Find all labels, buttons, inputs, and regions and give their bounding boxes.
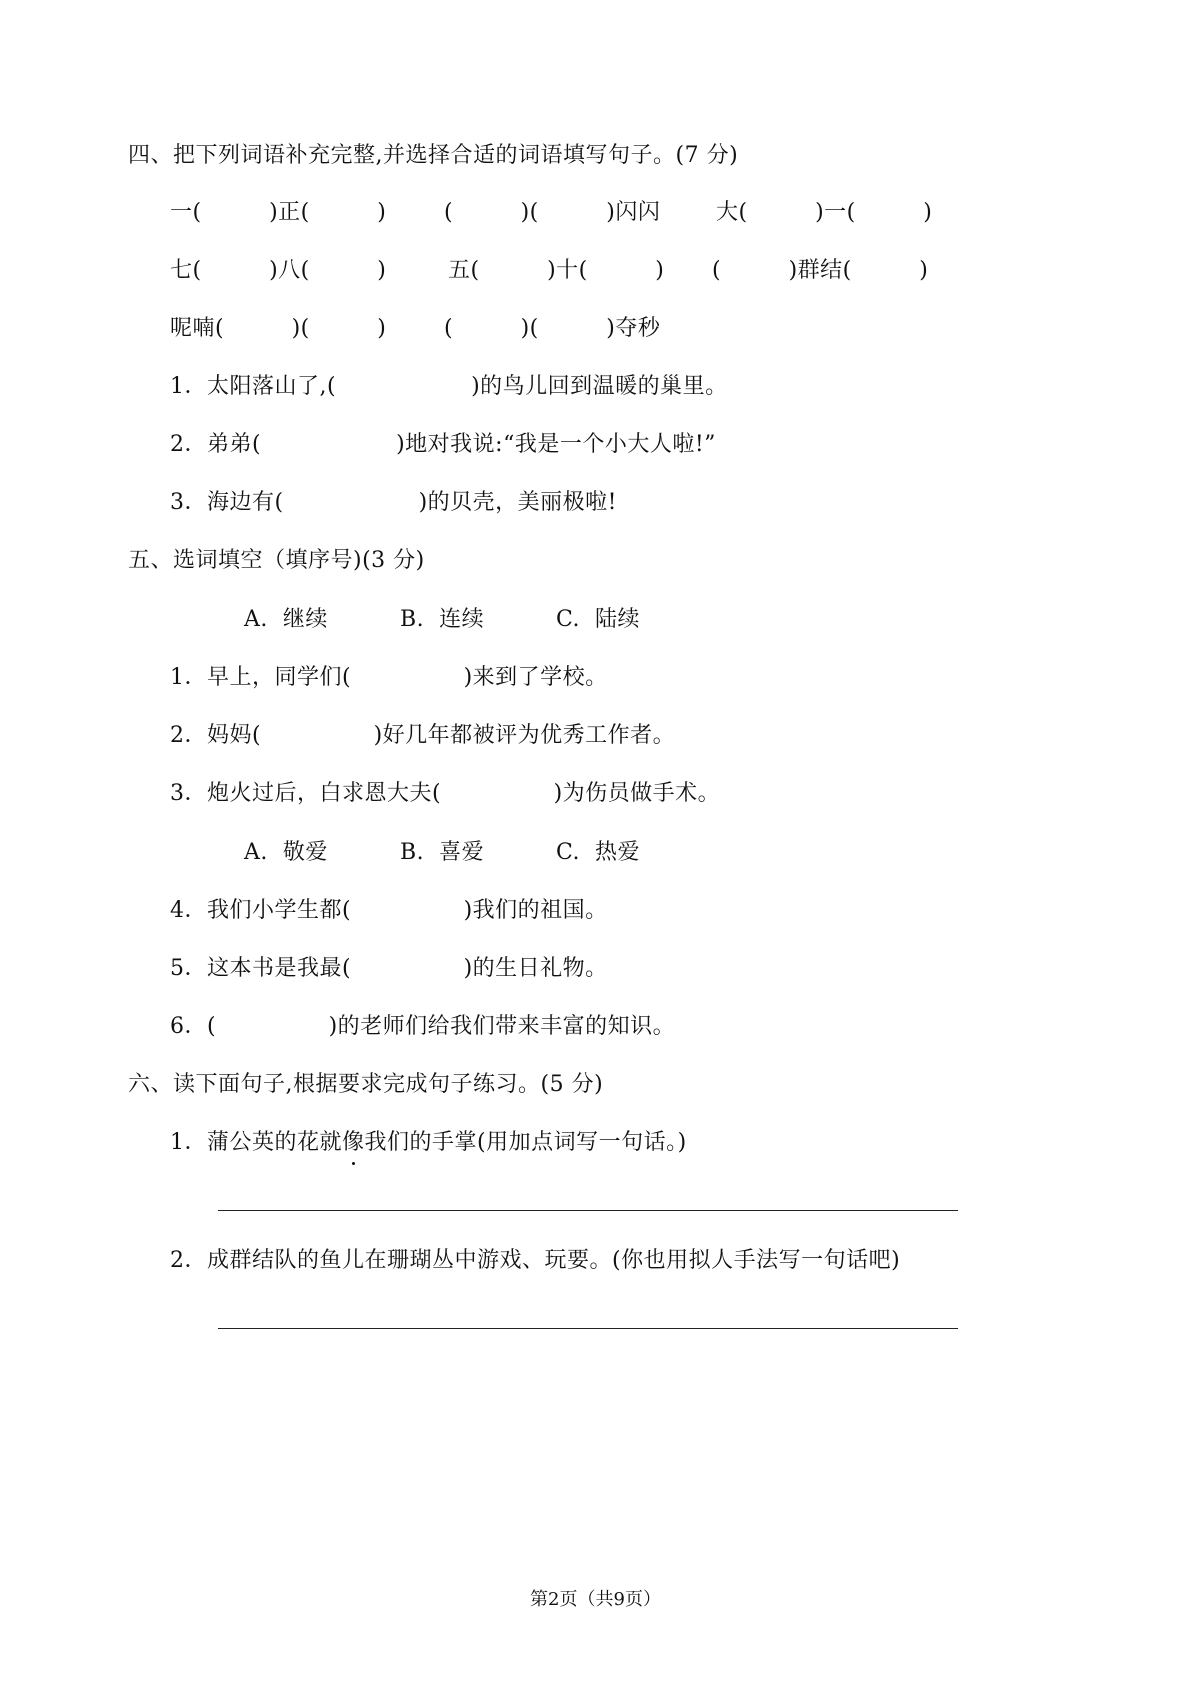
- word-blank-1: 一( )正( ): [170, 200, 387, 225]
- sec6-q1-post: 我们的手掌(用加点词写一句话。): [364, 1130, 687, 1155]
- word-blank-2: ( )( )闪闪: [444, 200, 661, 225]
- sec5-question-6: 6．( )的老师们给我们带来丰富的知识。: [170, 1014, 676, 1039]
- option-a-1: A. 继续: [244, 607, 328, 632]
- option-b-1: B. 连续: [400, 607, 485, 632]
- sec6-question-2: 2．成群结队的鱼儿在珊瑚丛中游戏、玩要。(你也用拟人手法写一句话吧): [170, 1248, 901, 1273]
- word-blank-6: ( )群结( ): [712, 258, 929, 283]
- sec5-question-1: 1．早上，同学们( )来到了学校。: [170, 665, 608, 690]
- sec5-question-4: 4．我们小学生都( )我们的祖国。: [170, 898, 608, 923]
- word-blank-8: ( )( )夺秒: [444, 316, 661, 341]
- section-4-heading: 四、把下列词语补充完整,并选择合适的词语填写句子。(7 分): [128, 143, 739, 168]
- word-blank-3: 大( )一( ): [716, 200, 933, 225]
- sec5-question-5: 5．这本书是我最( )的生日礼物。: [170, 956, 608, 981]
- option-b-2: B. 喜爱: [400, 840, 485, 865]
- sec4-question-2: 2．弟弟( )地对我说:“我是一个小大人啦!”: [170, 432, 716, 457]
- option-c-2: C. 热爱: [556, 840, 641, 865]
- section-5-heading: 五、选词填空（填序号)(3 分): [128, 548, 425, 573]
- sec5-question-3: 3．炮火过后，白求恩大夫( )为伤员做手术。: [170, 781, 721, 806]
- word-blank-7: 呢喃( )( ): [170, 316, 387, 341]
- sec4-question-1: 1．太阳落山了,( )的鸟儿回到温暖的巢里。: [170, 374, 728, 399]
- sec5-question-2: 2．妈妈( )好几年都被评为优秀工作者。: [170, 723, 676, 748]
- answer-line-2[interactable]: [218, 1328, 958, 1329]
- page-footer: 第2页（共9页）: [530, 1589, 661, 1610]
- sec6-question-1: [170, 1128, 687, 1158]
- answer-line-1[interactable]: [218, 1210, 958, 1211]
- word-blank-5: 五( )十( ): [448, 258, 665, 283]
- sec4-question-3: 3．海边有( )的贝壳，美丽极啦!: [170, 490, 618, 515]
- section-6-heading: 六、读下面句子,根据要求完成句子练习。(5 分): [128, 1072, 604, 1097]
- dotted-word: 像: [342, 1128, 365, 1158]
- sec6-q1-pre: 1．蒲公英的花就: [170, 1130, 342, 1155]
- option-c-1: C. 陆续: [556, 607, 641, 632]
- option-a-2: A. 敬爱: [244, 840, 328, 865]
- word-blank-4: 七( )八( ): [170, 258, 387, 283]
